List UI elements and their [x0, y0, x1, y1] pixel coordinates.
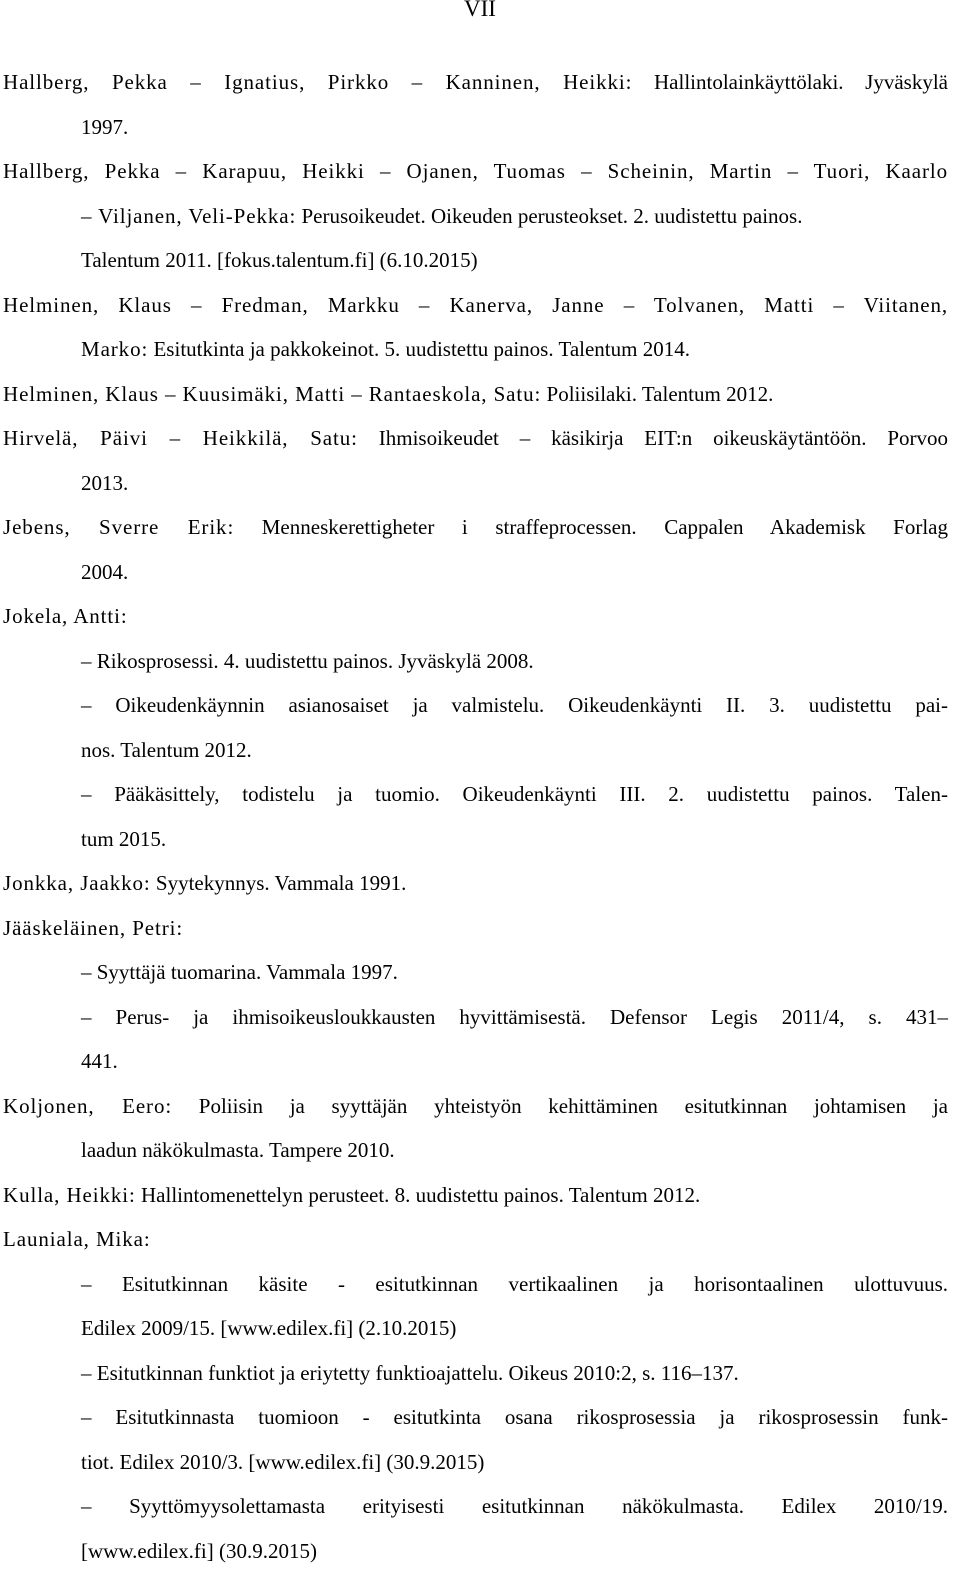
entry-author: – Viljanen, Veli-Pekka: [81, 203, 297, 228]
entry-text: Poliisin ja syyttäjän yhteistyön kehittäminen esitutkinnan johtamisen ja [172, 1093, 948, 1118]
bibliography-line [3, 639, 948, 684]
bibliography-line [3, 950, 948, 995]
bibliography-line [3, 1128, 948, 1173]
entry-text: Hallintomenettelyn perusteet. 8. uudistettu painos. Talentum 2012. [135, 1182, 701, 1207]
entry-text: Esitutkinta ja pakkokeinot. 5. uudistettu painos. Talentum 2014. [148, 337, 690, 361]
bibliography-line [3, 817, 948, 862]
bibliography-line [3, 550, 948, 595]
entry-author: Helminen, Klaus – Fredman, Markku – Kanerva, Janne – Tolvanen, Matti – Viitanen, [3, 292, 948, 317]
bibliography-line [3, 1351, 948, 1396]
entry-text: Talentum 2011. [fokus.talentum.fi] (6.10.2015) [81, 248, 478, 272]
bibliography-entry-start [3, 327, 948, 372]
entry-author: Jokela, Antti: [3, 604, 128, 628]
bibliography-line [3, 1529, 948, 1574]
entry-author: Koljonen, Eero: [3, 1093, 173, 1118]
entry-text: – Oikeudenkäynnin asianosaiset ja valmistelu. Oikeudenkäynti II. 3. uudistettu pai- [81, 693, 948, 717]
bibliography-line [3, 728, 948, 773]
bibliography-entry-start [3, 283, 948, 328]
entry-text: Ihmisoikeudet – käsikirja EIT:n oikeuskäytäntöön. Porvoo [357, 426, 949, 450]
entry-author: Hallberg, Pekka – Karapuu, Heikki – Ojanen, Tuomas – Scheinin, Martin – Tuori, Kaarlo [3, 159, 948, 183]
bibliography-entry-start [3, 1217, 948, 1262]
entry-text: – Pääkäsittely, todistelu ja tuomio. Oikeudenkäynti III. 2. uudistettu painos. Talen- [81, 782, 948, 806]
entry-author: Kulla, Heikki: [3, 1182, 136, 1207]
entry-text: 2013. [81, 470, 129, 495]
entry-text: tiot. Edilex 2010/3. [www.edilex.fi] (30.9.2015) [81, 1449, 485, 1474]
bibliography-line [3, 1484, 948, 1529]
bibliography-line [3, 1262, 948, 1307]
bibliography-line [3, 461, 948, 506]
entry-author: Hirvelä, Päivi – Heikkilä, Satu: [3, 426, 358, 450]
entry-author: Hallberg, Pekka – Ignatius, Pirkko – Kanninen, Heikki: [3, 70, 633, 94]
entry-author: Jebens, Sverre Erik: [3, 515, 235, 539]
bibliography-entry-start [3, 149, 948, 194]
bibliography-entry-start [3, 372, 948, 417]
bibliography-line [3, 238, 948, 283]
entry-text: – Syyttömyysolettamasta erityisesti esitutkinnan näkökulmasta. Edilex 2010/19. [81, 1494, 948, 1518]
bibliography-entry-start [3, 505, 948, 550]
entry-text: 1997. [81, 114, 129, 139]
bibliography-list [3, 60, 948, 1573]
bibliography-line [3, 683, 948, 728]
bibliography-entry-start [3, 861, 948, 906]
bibliography-line [3, 1395, 948, 1440]
entry-author: Jääskeläinen, Petri: [3, 915, 184, 940]
bibliography-entry-start [3, 594, 948, 639]
entry-author: Marko: [81, 337, 149, 361]
bibliography-line [3, 1440, 948, 1485]
bibliography-entry-start [3, 60, 948, 105]
page-number: VII [464, 0, 496, 21]
bibliography-line [3, 995, 948, 1040]
entry-text: – Esitutkinnan käsite - esitutkinnan vertikaalinen ja horisontaalinen ulottuvuus. [81, 1271, 948, 1296]
entry-text: Edilex 2009/15. [www.edilex.fi] (2.10.2015) [81, 1316, 457, 1340]
entry-text: nos. Talentum 2012. [81, 737, 252, 762]
bibliography-entry-start [3, 906, 948, 951]
bibliography-line [3, 772, 948, 817]
entry-text: Perusoikeudet. Oikeuden perusteokset. 2. uudistettu painos. [296, 203, 803, 228]
bibliography-entry-start [3, 1084, 948, 1129]
entry-text: laadun näkökulmasta. Tampere 2010. [81, 1138, 395, 1162]
entry-text: Poliisilaki. Talentum 2012. [541, 381, 774, 406]
entry-text: tum 2015. [81, 826, 167, 851]
bibliography-line [3, 105, 948, 150]
bibliography-line [3, 1039, 948, 1084]
entry-text: Hallintolainkäyttölaki. Jyväskylä [632, 70, 948, 94]
entry-text: Syytekynnys. Vammala 1991. [150, 871, 407, 895]
bibliography-entry-start [3, 194, 948, 239]
entry-text: – Esitutkinnan funktiot ja eriytetty funktioajattelu. Oikeus 2010:2, s. 116–137. [81, 1360, 739, 1385]
bibliography-entry-start [3, 1173, 948, 1218]
entry-author: Jonkka, Jaakko: [3, 871, 151, 895]
entry-text: 441. [81, 1049, 118, 1073]
bibliography-line [3, 1306, 948, 1351]
entry-text: [www.edilex.fi] (30.9.2015) [81, 1538, 317, 1563]
entry-text: – Perus- ja ihmisoikeusloukkausten hyvittämisestä. Defensor Legis 2011/4, s. 431– [81, 1004, 948, 1029]
entry-text: Menneskerettigheter i straffeprocessen. Cappalen Akademisk Forlag [234, 515, 948, 539]
bibliography-entry-start [3, 416, 948, 461]
entry-text: – Rikosprosessi. 4. uudistettu painos. Jyväskylä 2008. [81, 648, 534, 673]
entry-text: – Syyttäjä tuomarina. Vammala 1997. [81, 960, 398, 984]
entry-author: Launiala, Mika: [3, 1227, 151, 1251]
entry-text: – Esitutkinnasta tuomioon - esitutkinta osana rikosprosessia ja rikosprosessin funk- [81, 1405, 948, 1429]
entry-author: Helminen, Klaus – Kuusimäki, Matti – Rantaeskola, Satu: [3, 381, 542, 406]
entry-text: 2004. [81, 559, 129, 584]
